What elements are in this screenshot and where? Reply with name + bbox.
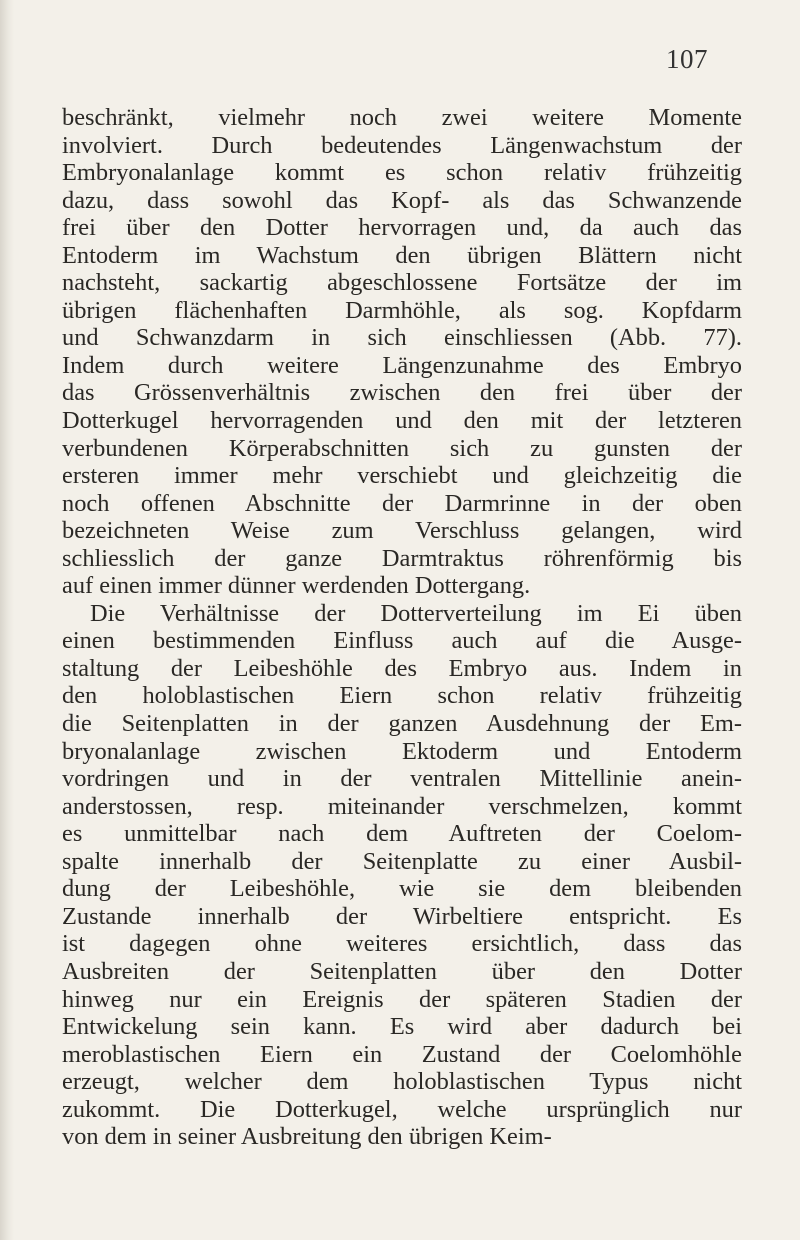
- text-line: von dem in seiner Ausbreitung den übrigen Keim-: [62, 1123, 552, 1151]
- text-line: es unmittelbar nach dem Auftreten der Coelom-: [62, 820, 742, 848]
- text-line: Zustande innerhalb der Wirbeltiere entspricht. Es: [62, 902, 742, 930]
- text-line: und Schwanzdarm in sich einschliessen (Abb. 77).: [62, 324, 742, 352]
- text-line: Entoderm im Wachstum den übrigen Blättern nicht: [62, 241, 742, 269]
- text-line: dazu, dass sowohl das Kopf- als das Schwanzende: [62, 186, 742, 214]
- text-line: beschränkt, vielmehr noch zwei weitere Momente: [62, 104, 742, 131]
- paragraph: [62, 104, 742, 600]
- text-line: staltung der Leibeshöhle des Embryo aus. Indem in: [62, 654, 742, 682]
- text-line: Die Verhältnisse der Dotterverteilung im Ei üben: [90, 599, 742, 627]
- text-line: auf einen immer dünner werdenden Dottergang.: [62, 572, 531, 600]
- text-line: involviert. Durch bedeutendes Längenwachstum der: [62, 131, 742, 159]
- page-number: 107: [666, 44, 708, 74]
- text-line: Ausbreiten der Seitenplatten über den Dotter: [62, 957, 742, 985]
- text-line: verbundenen Körperabschnitten sich zu gunsten der: [62, 434, 742, 462]
- paragraph: [62, 600, 742, 1151]
- text-line: anderstossen, resp. miteinander verschmelzen, kommt: [62, 792, 742, 820]
- text-line: erzeugt, welcher dem holoblastischen Typus nicht: [62, 1068, 742, 1096]
- text-line: Embryonalanlage kommt es schon relativ frühzeitig: [62, 159, 742, 187]
- text-line: zukommt. Die Dotterkugel, welche ursprünglich nur: [62, 1095, 742, 1123]
- text-line: hinweg nur ein Ereignis der späteren Stadien der: [62, 985, 742, 1013]
- text-line: schliesslich der ganze Darmtraktus röhrenförmig bis: [62, 544, 742, 572]
- text-line: übrigen flächenhaften Darmhöhle, als sog. Kopfdarm: [62, 296, 742, 324]
- text-line: Entwickelung sein kann. Es wird aber dadurch bei: [62, 1013, 742, 1041]
- text-line: bezeichneten Weise zum Verschluss gelangen, wird: [62, 517, 742, 545]
- text-line: frei über den Dotter hervorragen und, da auch das: [62, 214, 742, 242]
- text-line: einen bestimmenden Einfluss auch auf die Ausge-: [62, 627, 742, 655]
- text-line: den holoblastischen Eiern schon relativ frühzeitig: [62, 682, 742, 710]
- text-line: die Seitenplatten in der ganzen Ausdehnung der Em-: [62, 710, 742, 738]
- text-line: meroblastischen Eiern ein Zustand der Coelomhöhle: [62, 1040, 742, 1068]
- text-line: bryonalanlage zwischen Ektoderm und Entoderm: [62, 737, 742, 765]
- text-line: Indem durch weitere Längenzunahme des Embryo: [62, 351, 742, 379]
- body-text: [62, 104, 742, 1151]
- page-gutter-shadow: [0, 0, 14, 1240]
- text-line: spalte innerhalb der Seitenplatte zu einer Ausbil-: [62, 847, 742, 875]
- text-line: ist dagegen ohne weiteres ersichtlich, dass das: [62, 930, 742, 958]
- text-line: Dotterkugel hervorragenden und den mit der letzteren: [62, 407, 742, 435]
- text-line: noch offenen Abschnitte der Darmrinne in der oben: [62, 489, 742, 517]
- text-line: dung der Leibeshöhle, wie sie dem bleibenden: [62, 875, 742, 903]
- text-line: nachsteht, sackartig abgeschlossene Fortsätze der im: [62, 269, 742, 297]
- text-line: vordringen und in der ventralen Mittellinie anein-: [62, 765, 742, 793]
- text-line: ersteren immer mehr verschiebt und gleichzeitig die: [62, 462, 742, 490]
- text-line: das Grössenverhältnis zwischen den frei über der: [62, 379, 742, 407]
